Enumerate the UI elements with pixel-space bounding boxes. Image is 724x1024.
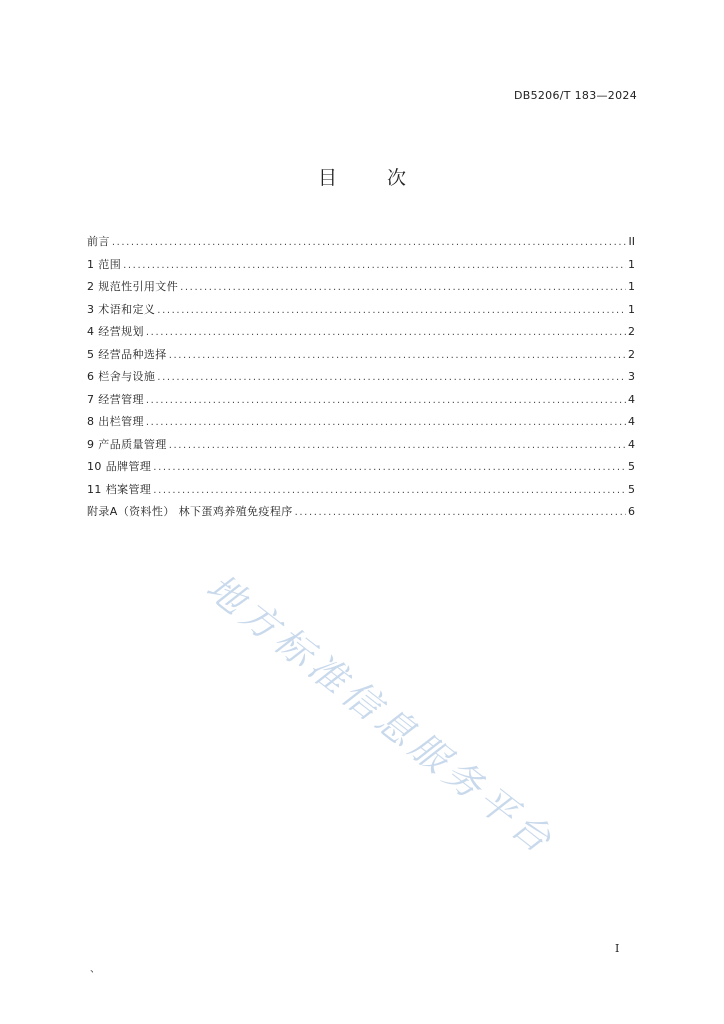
toc-entry-page: 4 bbox=[628, 392, 635, 406]
toc-entry[interactable] bbox=[87, 254, 635, 277]
toc-entry[interactable] bbox=[87, 456, 635, 479]
toc-entry-page: 1 bbox=[628, 257, 635, 271]
toc-entry-label: 11 档案管理 bbox=[87, 482, 152, 496]
toc-entry-page: 5 bbox=[628, 460, 635, 473]
toc-dot-leader bbox=[112, 232, 627, 255]
toc-entry-label: 2 规范性引用文件 bbox=[87, 280, 179, 293]
toc-dot-leader bbox=[153, 457, 626, 480]
toc-entry[interactable] bbox=[87, 366, 635, 389]
toc-entry[interactable] bbox=[87, 389, 635, 412]
stray-mark: 、 bbox=[90, 964, 100, 975]
toc-dot-leader bbox=[295, 502, 626, 525]
toc-entry-page: 1 bbox=[628, 280, 635, 293]
toc-entry[interactable] bbox=[87, 276, 635, 299]
toc-entry-page: 1 bbox=[628, 302, 635, 316]
toc-entry-page: 6 bbox=[628, 505, 635, 518]
toc-entry-label: 9 产品质量管理 bbox=[87, 437, 167, 451]
toc-dot-leader bbox=[123, 255, 626, 278]
toc-entry-page: 5 bbox=[628, 482, 635, 496]
toc-dot-leader bbox=[157, 367, 626, 390]
toc-dot-leader bbox=[157, 300, 626, 323]
page-number: I bbox=[615, 942, 620, 955]
watermark: 地方标准信息服务平台 bbox=[198, 565, 564, 865]
toc-entry-label: 3 术语和定义 bbox=[87, 302, 156, 316]
toc-entry[interactable] bbox=[87, 501, 635, 524]
toc-title: 目 次 bbox=[317, 167, 429, 189]
toc-dot-leader bbox=[146, 322, 626, 345]
toc-entry-label: 附录A（资料性） 林下蛋鸡养殖免疫程序 bbox=[87, 505, 293, 518]
toc-entry-page: 4 bbox=[628, 415, 635, 428]
toc-dot-leader bbox=[146, 390, 626, 413]
toc-entry-page: II bbox=[628, 235, 635, 248]
toc-dot-leader bbox=[153, 480, 626, 503]
toc-entry[interactable] bbox=[87, 231, 635, 254]
toc-dot-leader bbox=[169, 345, 626, 368]
toc-entry-label: 8 出栏管理 bbox=[87, 415, 144, 428]
toc-dot-leader bbox=[146, 412, 626, 435]
toc-entry[interactable] bbox=[87, 299, 635, 322]
toc-entry-page: 2 bbox=[628, 325, 635, 338]
toc-entry-label: 5 经营品种选择 bbox=[87, 347, 167, 361]
toc-entry[interactable] bbox=[87, 434, 635, 457]
toc-entry-page: 2 bbox=[628, 347, 635, 361]
toc-entry[interactable] bbox=[87, 344, 635, 367]
toc-entry-page: 3 bbox=[628, 370, 635, 383]
toc-entry[interactable] bbox=[87, 411, 635, 434]
toc-entry-label: 1 范围 bbox=[87, 257, 122, 271]
toc-entry-label: 6 栏舍与设施 bbox=[87, 370, 156, 383]
toc-entry-label: 4 经营规划 bbox=[87, 325, 144, 338]
toc-entry-label: 7 经营管理 bbox=[87, 392, 144, 406]
toc-dot-leader bbox=[180, 277, 626, 300]
toc-dot-leader bbox=[169, 435, 626, 458]
toc-list bbox=[87, 231, 635, 524]
toc-entry-label: 前言 bbox=[87, 235, 110, 248]
toc-entry-page: 4 bbox=[628, 437, 635, 451]
toc-entry[interactable] bbox=[87, 479, 635, 502]
document-code: DB5206/T 183—2024 bbox=[513, 89, 637, 102]
toc-entry[interactable] bbox=[87, 321, 635, 344]
toc-entry-label: 10 品牌管理 bbox=[87, 460, 152, 473]
